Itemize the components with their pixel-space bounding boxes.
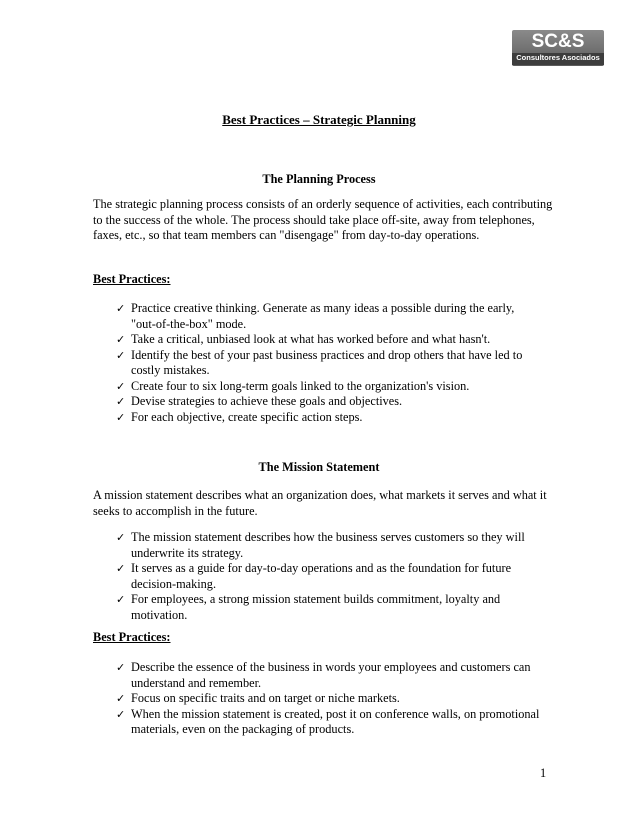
checkmark-icon: ✓	[116, 333, 126, 346]
list-item: ✓ Devise strategies to achieve these goals and objectives.	[116, 394, 403, 408]
list-item: ✓ Focus on specific traits and on target or niche markets.	[116, 691, 400, 705]
planning-heading: The Planning Process	[262, 172, 376, 186]
checkmark-icon: ✓	[116, 692, 126, 705]
document-title: Best Practices – Strategic Planning	[222, 112, 416, 127]
company-logo	[512, 30, 604, 66]
mission-paragraph: A mission statement describes what an organization does, what markets it serves and what it seeks to accomplish in the future.	[93, 488, 547, 518]
list-item: ✓ Practice creative thinking. Generate as many ideas a possible during the early, "out-of-the-box" mode.	[116, 301, 515, 331]
checkmark-icon: ✓	[116, 593, 126, 606]
planning-paragraph: The strategic planning process consists of an orderly sequence of activities, each contributing to the success of the whole. The process should take place off-site, away from telephones, faxes, etc., so that team members can "disengage" from day-to-day operations.	[93, 197, 553, 242]
list-item: ✓ The mission statement describes how the business serves customers so they will underwrite its strategy.	[116, 530, 525, 560]
list-item: ✓ Describe the essence of the business in words your employees and customers can understand and remember.	[116, 660, 531, 690]
list-item: ✓ For employees, a strong mission statement builds commitment, loyalty and motivation.	[116, 592, 501, 622]
mission-points-list	[0, 530, 541, 623]
list-item: ✓ Create four to six long-term goals linked to the organization's vision.	[116, 378, 470, 393]
mission-heading: The Mission Statement	[258, 460, 380, 474]
checkmark-icon: ✓	[116, 410, 126, 424]
logo-sub-text: Consultores Asociados	[512, 53, 604, 65]
mission-practices-label: Best Practices:	[93, 630, 171, 644]
checkmark-icon: ✓	[116, 707, 126, 721]
checkmark-icon: ✓	[116, 395, 126, 408]
list-item: ✓ When the mission statement is created, post it on conference walls, on promotional materials, even on the packaging of products.	[116, 706, 540, 736]
checkmark-icon: ✓	[116, 348, 126, 362]
planning-practices-list	[0, 301, 541, 425]
list-item: ✓ For each objective, create specific action steps.	[116, 409, 363, 424]
checkmark-icon: ✓	[116, 302, 126, 315]
checkmark-icon: ✓	[116, 661, 126, 674]
checkmark-icon: ✓	[116, 562, 126, 575]
list-item: ✓ It serves as a guide for day-to-day operations and as the foundation for future decision-making.	[116, 561, 512, 591]
checkmark-icon: ✓	[116, 379, 126, 393]
checkmark-icon: ✓	[116, 531, 126, 544]
mission-practices-list	[0, 660, 541, 738]
logo-main-text: SC&S	[531, 31, 585, 52]
list-item: ✓ Take a critical, unbiased look at what has worked before and what hasn't.	[116, 332, 491, 346]
planning-practices-label: Best Practices:	[93, 272, 171, 286]
page-number: 1	[540, 766, 547, 780]
list-item: ✓ Identify the best of your past business practices and drop others that have led to costly mistakes.	[116, 347, 523, 377]
